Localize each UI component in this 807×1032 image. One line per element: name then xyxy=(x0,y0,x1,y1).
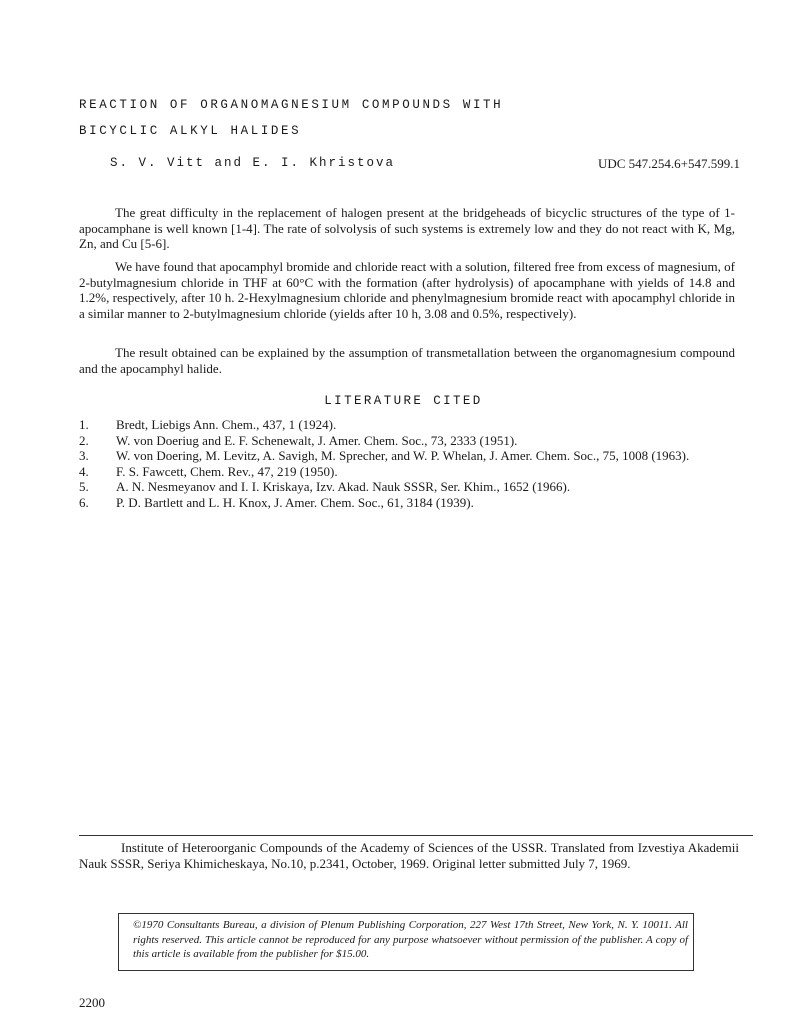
literature-cited-heading: LITERATURE CITED xyxy=(324,394,483,408)
affiliation-footnote: Institute of Heteroorganic Compounds of the Academy of Sciences of the USSR. Translated from Izvestiya Akademii Nauk SSSR, Seriya Khimicheskaya, No.10, p.2341, October, 1969. Original letter submitted July 7, 1969. xyxy=(79,840,739,871)
reference-item xyxy=(79,495,739,511)
article-title-line-1: REACTION OF ORGANOMAGNESIUM COMPOUNDS WITH xyxy=(79,98,504,112)
copyright-notice-box xyxy=(118,913,694,971)
reference-number: 3. xyxy=(79,448,89,463)
reference-number: 1. xyxy=(79,417,89,432)
body-paragraph-3: The result obtained can be explained by the assumption of transmetallation between the organomagnesium compound and the apocamphyl halide. xyxy=(79,345,735,376)
reference-item xyxy=(79,433,739,449)
reference-item xyxy=(79,417,739,433)
reference-item xyxy=(79,448,739,464)
page-number: 2200 xyxy=(79,995,105,1010)
article-title-line-2: BICYCLIC ALKYL HALIDES xyxy=(79,124,302,138)
reference-text: Bredt, Liebigs Ann. Chem., 437, 1 (1924). xyxy=(116,417,337,432)
reference-number: 6. xyxy=(79,494,89,510)
reference-text: W. von Doering, M. Levitz, A. Savigh, M. Sprecher, and W. P. Whelan, J. Amer. Chem. Soc., 75, 1008 (1963). xyxy=(116,448,690,463)
copyright-notice: ©1970 Consultants Bureau, a division of Plenum Publishing Corporation, 227 West 17th Street, New York, N. Y. 10011. All rights reserved. This article cannot be reproduced for any purpose whatsoever without permission of the publisher. A copy of this article is available from the publisher for $15.00. xyxy=(133,919,688,960)
reference-item xyxy=(79,464,739,480)
reference-number: 4. xyxy=(79,463,89,479)
footnote-divider xyxy=(79,835,753,836)
body-paragraph-1: The great difficulty in the replacement of halogen present at the bridgeheads of bicyclic structures of the type of 1-apocamphane is well known [1-4]. The rate of solvolysis of such systems is extremely low and they do not react with K, Mg, Zn, and Cu [5-6]. xyxy=(79,205,735,251)
authors: S. V. Vitt and E. I. Khristova xyxy=(110,156,396,170)
reference-text: A. N. Nesmeyanov and I. I. Kriskaya, Izv. Akad. Nauk SSSR, Ser. Khim., 1652 (1966). xyxy=(116,479,571,494)
reference-number: 2. xyxy=(79,432,89,448)
reference-list xyxy=(79,417,739,510)
reference-text: P. D. Bartlett and L. H. Knox, J. Amer. Chem. Soc., 61, 3184 (1939). xyxy=(116,494,474,510)
reference-text: W. von Doeriug and E. F. Schenewalt, J. Amer. Chem. Soc., 73, 2333 (1951). xyxy=(116,432,518,448)
reference-text: F. S. Fawcett, Chem. Rev., 47, 219 (1950). xyxy=(116,463,338,479)
udc-code: UDC 547.254.6+547.599.1 xyxy=(597,156,740,171)
reference-item xyxy=(79,479,739,495)
body-paragraph-2: We have found that apocamphyl bromide and chloride react with a solution, filtered free from excess of magnesium, of 2-butylmagnesium chloride in THF at 60°C with the formation (after hydrolysis) of apocamphane with yields of 14.8 and 1.2%, respectively, after 10 h. 2-Hexylmagnesium chloride and phenylmagnesium bromide react with apocamphyl chloride in a similar manner to 2-butylmagnesium chloride (yields after 10 h, 3.08 and 0.5%, respectively). xyxy=(79,259,735,321)
reference-number: 5. xyxy=(79,479,89,494)
